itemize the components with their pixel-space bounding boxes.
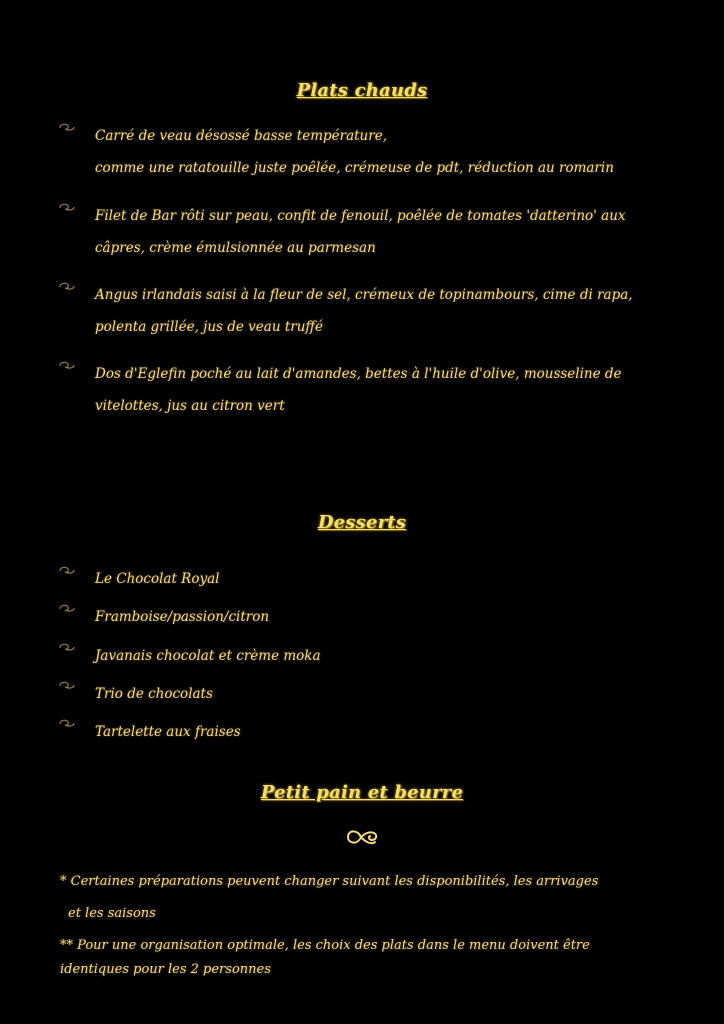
plat-line-2: comme une ratatouille juste poêlée, crémeuse de pdt, réduction au romarin xyxy=(95,160,614,176)
bullet-icon xyxy=(58,202,76,214)
plat-line-1: Angus irlandais saisi à la fleur de sel, crémeux de topinambours, cime di rapa, xyxy=(95,287,633,303)
section-title-desserts: Desserts xyxy=(317,512,407,533)
plat-line-1: Filet de Bar rôti sur peau, confit de fenouil, poêlée de tomates 'datterino' aux xyxy=(95,208,626,224)
plat-line-2: vitelottes, jus au citron vert xyxy=(95,398,285,414)
bullet-icon xyxy=(58,122,76,134)
ornament-icon xyxy=(0,826,724,852)
dessert-label: Le Chocolat Royal xyxy=(95,571,220,587)
dessert-label: Javanais chocolat et crème moka xyxy=(95,648,321,664)
bullet-icon xyxy=(58,565,76,577)
plat-line-2: câpres, crème émulsionnée au parmesan xyxy=(95,240,376,256)
bullet-icon xyxy=(58,642,76,654)
plat-line-2: polenta grillée, jus de veau truffé xyxy=(95,319,323,335)
dessert-label: Trio de chocolats xyxy=(95,686,213,702)
dessert-label: Framboise/passion/citron xyxy=(95,609,270,625)
note-2-line-2: identiques pour les 2 personnes xyxy=(60,962,271,977)
section-title-plats-chauds: Plats chauds xyxy=(296,80,428,101)
bullet-icon xyxy=(58,603,76,615)
bullet-icon xyxy=(58,360,76,372)
bullet-icon xyxy=(58,718,76,730)
note-1-line-1: * Certaines préparations peuvent changer suivant les disponibilités, les arrivages xyxy=(60,874,599,889)
bullet-icon xyxy=(58,281,76,293)
note-1-line-2: et les saisons xyxy=(68,906,156,921)
plat-line-1: Dos d'Eglefin poché au lait d'amandes, bettes à l'huile d'olive, mousseline de xyxy=(95,366,622,382)
dessert-label: Tartelette aux fraises xyxy=(95,724,241,740)
bullet-icon xyxy=(58,680,76,692)
note-2-line-1: ** Pour une organisation optimale, les choix des plats dans le menu doivent être xyxy=(60,938,590,953)
section-title-petit-pain: Petit pain et beurre xyxy=(260,782,464,803)
plat-line-1: Carré de veau désossé basse température, xyxy=(95,128,387,144)
